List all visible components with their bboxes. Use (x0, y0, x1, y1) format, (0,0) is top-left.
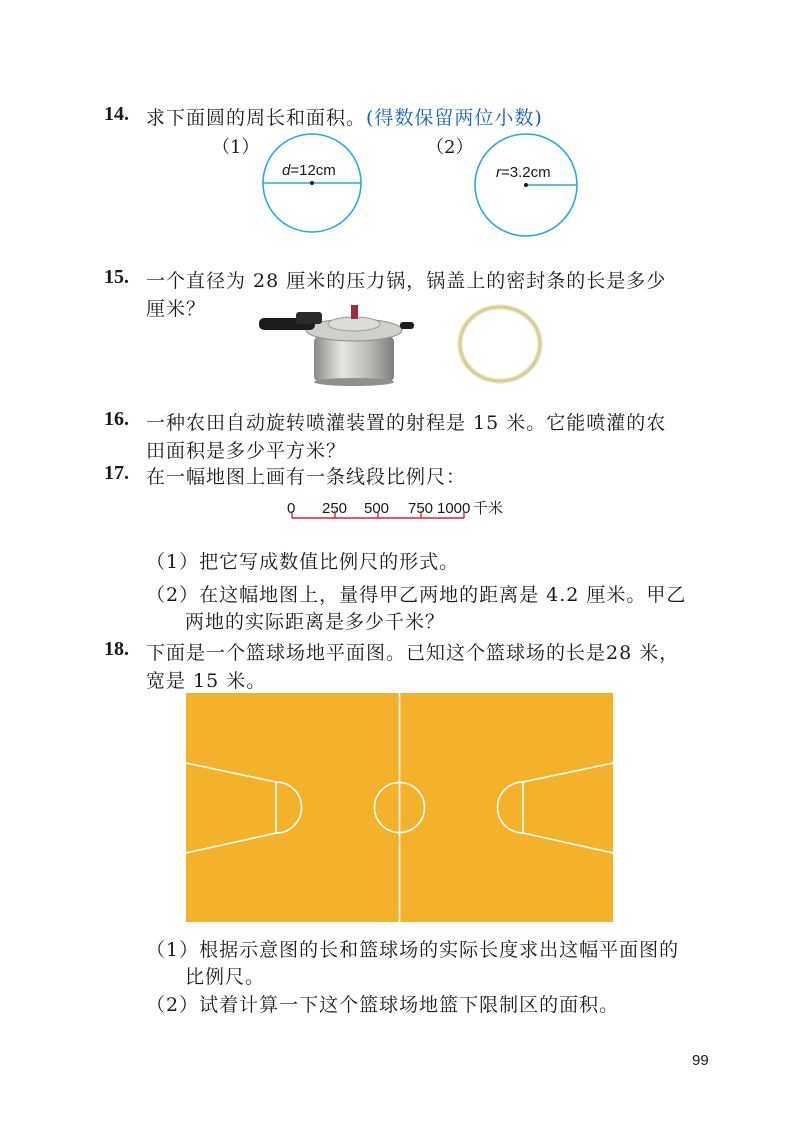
circle-1-label: （1） (212, 137, 260, 158)
circle-diameter-figure (250, 130, 380, 240)
question-18-line-1: 下面是一个篮球场地平面图。已知这个篮球场的长是28 米， (146, 642, 680, 664)
scale-tick-label-250: 250 (322, 500, 348, 517)
question-number-18: 18. (104, 638, 129, 660)
scale-tick-label-1000: 1000 (437, 500, 471, 517)
question-17-text: 在一幅地图上画有一条线段比例尺： (146, 466, 467, 488)
question-17-sub-2-line-1: （2）在这幅地图上，量得甲乙两地的距离是 4.2 厘米。甲乙 (146, 584, 687, 606)
question-15-line-1: 一个直径为 28 厘米的压力锅，锅盖上的密封条的长是多少 (146, 270, 667, 292)
question-16-line-2: 田面积是多少平方米？ (146, 440, 347, 462)
question-15-line-2: 厘米？ (146, 298, 207, 320)
circle-radius-figure (466, 130, 596, 242)
scale-tick-label-0: 0 (287, 500, 296, 517)
diameter-label (282, 162, 336, 179)
question-18-sub-2: （2）试着计算一下这个篮球场地篮下限制区的面积。 (146, 994, 620, 1016)
scale-tick-label-500: 500 (364, 500, 390, 517)
radius-label (496, 164, 551, 181)
question-14-prompt: 求下面圆的周长和面积。 (146, 107, 367, 129)
question-number-17: 17. (104, 462, 129, 484)
question-number-15: 15. (104, 266, 129, 288)
circle-2-label: （2） (426, 137, 474, 158)
radius-value: =3.2cm (501, 164, 551, 181)
pressure-cooker-image (256, 300, 416, 388)
question-17-sub-1: （1）把它写成数值比例尺的形式。 (146, 551, 460, 573)
scale-tick-label-750: 750 (408, 500, 434, 517)
question-16-line-1: 一种农田自动旋转喷灌装置的射程是 15 米。它能喷灌的农 (146, 412, 667, 434)
question-14-text (146, 103, 543, 130)
question-17-sub-2-line-2: 两地的实际距离是多少千米？ (185, 611, 446, 633)
scale-unit-label: 千米 (473, 500, 504, 517)
sealing-ring-image (452, 302, 548, 386)
diameter-var: d (282, 162, 291, 179)
question-number-14: 14. (104, 103, 129, 125)
question-18-sub-1-line-2: 比例尺。 (185, 966, 266, 988)
question-14-note: (得数保留两位小数) (366, 107, 543, 129)
line-scale-bar (280, 494, 520, 528)
circle-2-center (524, 183, 528, 187)
question-18-line-2: 宽是 15 米。 (146, 670, 267, 692)
question-number-16: 16. (104, 408, 129, 430)
basketball-court-diagram (186, 693, 613, 922)
page-number: 99 (692, 1052, 709, 1069)
question-18-sub-1-line-1: （1）根据示意图的长和篮球场的实际长度求出这幅平面图的 (146, 939, 680, 961)
circle-1-center (310, 181, 314, 185)
radius-var: r (496, 164, 501, 181)
diameter-value: =12cm (290, 162, 336, 179)
